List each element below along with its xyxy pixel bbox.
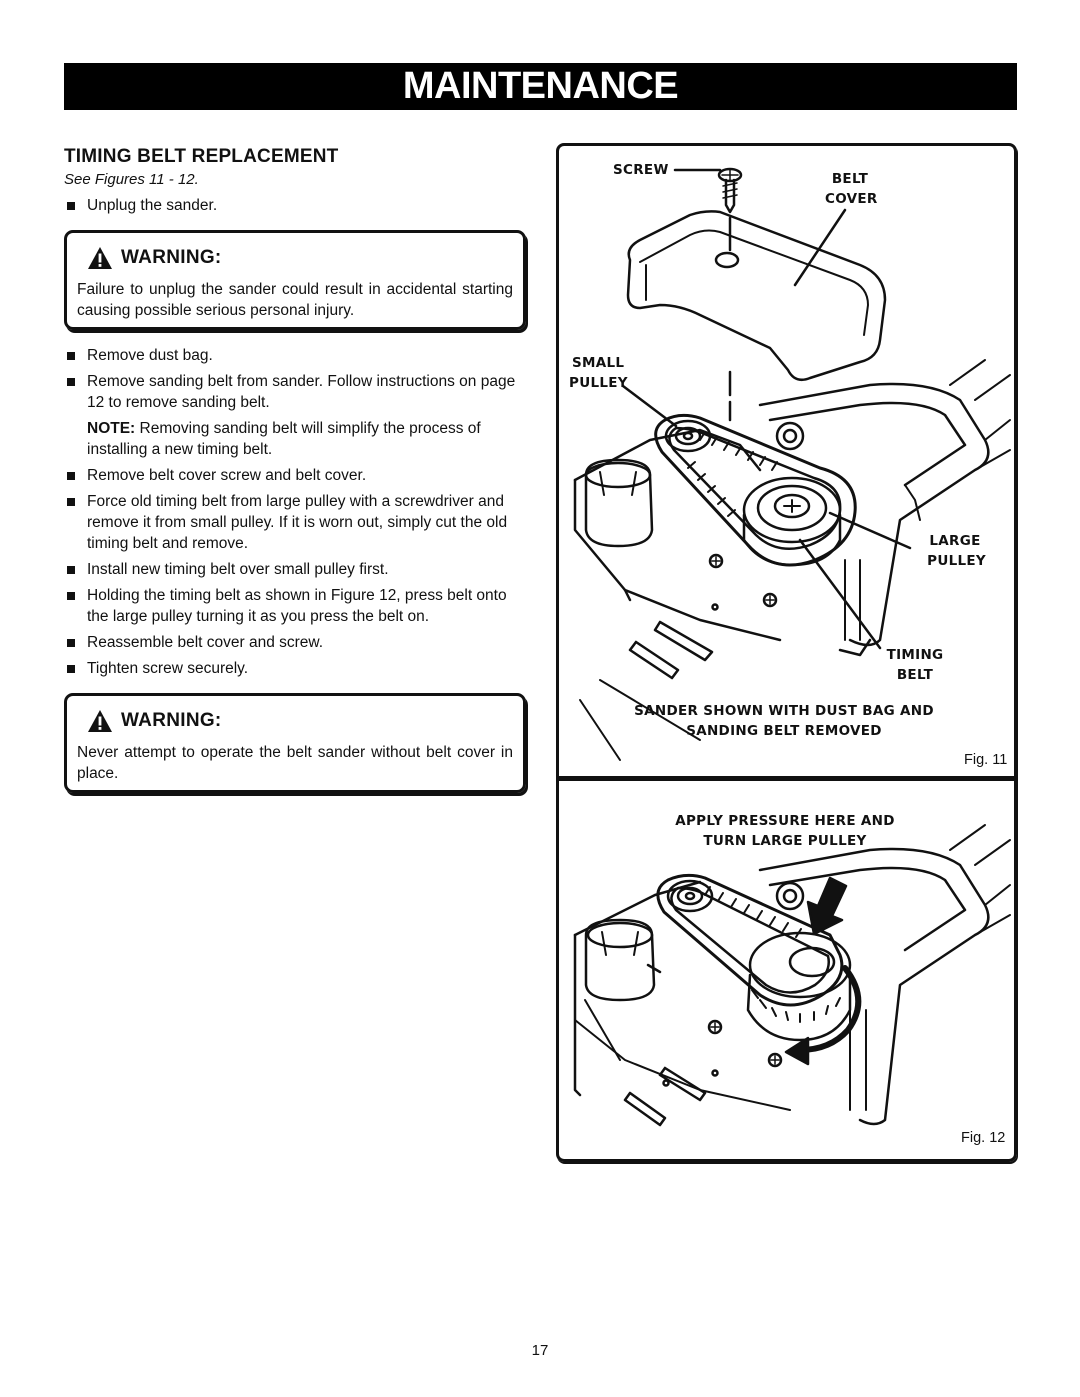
fig-12-label: Fig. 12 [961, 1130, 1006, 1146]
fig12-instruction [660, 811, 910, 851]
page-number: 17 [531, 1342, 549, 1359]
step-item: Tighten screw securely. [64, 658, 526, 679]
label-line: TIMING [886, 647, 944, 663]
fig12-sander-arm [760, 825, 1010, 1124]
step-item: Remove sanding belt from sander. Follow instructions on page 12 to remove sanding belt. [64, 371, 526, 413]
step-item: Install new timing belt over small pulley first. [64, 559, 526, 580]
warning-text: Failure to unplug the sander could result in accidental starting causing possible serious personal injury. [77, 281, 513, 319]
figure-reference: See Figures 11 - 12. [64, 171, 199, 188]
warning-label: WARNING: [121, 710, 222, 731]
fig-11-label: Fig. 11 [964, 752, 1008, 768]
page-banner: MAINTENANCE [64, 63, 1017, 110]
note-label: NOTE: [87, 420, 136, 437]
label-small-pulley [569, 353, 628, 393]
fig12-large-pulley [748, 933, 850, 1040]
step-item: Remove belt cover screw and belt cover. [64, 465, 526, 486]
label-line: PULLEY [569, 375, 628, 391]
caption-line: SANDER SHOWN WITH DUST BAG AND [634, 703, 934, 719]
fig11-sander-arm [760, 360, 1010, 655]
step-item: Unplug the sander. [64, 195, 526, 216]
fig11-belt-cover [628, 211, 885, 379]
warning-text: Never attempt to operate the belt sander without belt cover in place. [77, 744, 513, 782]
note-text: Removing sanding belt will simplify the process of installing a new timing belt. [87, 420, 481, 458]
fig12-pressure-arrow-icon [808, 878, 846, 934]
fig11-leader-lines [623, 170, 910, 648]
label-line: SMALL [572, 355, 625, 371]
section-title: TIMING BELT REPLACEMENT [64, 146, 339, 167]
instruction-line: TURN LARGE PULLEY [703, 833, 867, 849]
caption-line: SANDING BELT REMOVED [686, 723, 882, 739]
label-line: BELT [896, 667, 934, 683]
label-timing-belt [882, 645, 948, 685]
label-line: BELT [831, 171, 869, 187]
label-belt-cover [825, 169, 878, 209]
label-large-pulley [924, 531, 986, 571]
instruction-line: APPLY PRESSURE HERE AND [675, 813, 895, 829]
step-item: Force old timing belt from large pulley with a screwdriver and remove it from small pulley. If it is worn out, simply cut the old timing belt and remove. [64, 491, 526, 554]
warning-label: WARNING: [121, 247, 222, 268]
step-item: Holding the timing belt as shown in Figure 12, press belt onto the large pulley turning it as you press the belt on. [64, 585, 526, 627]
fig12-dust-port [586, 920, 660, 1000]
step-item: Reassemble belt cover and screw. [64, 632, 526, 653]
step-item: Remove dust bag. [64, 345, 526, 366]
label-line: COVER [825, 191, 878, 207]
fig11-dust-port [586, 460, 652, 546]
fig11-caption [634, 701, 934, 741]
label-line: PULLEY [927, 553, 986, 569]
label-line: LARGE [929, 533, 981, 549]
fig11-large-pulley [744, 478, 840, 565]
label-screw: SCREW [613, 162, 669, 178]
